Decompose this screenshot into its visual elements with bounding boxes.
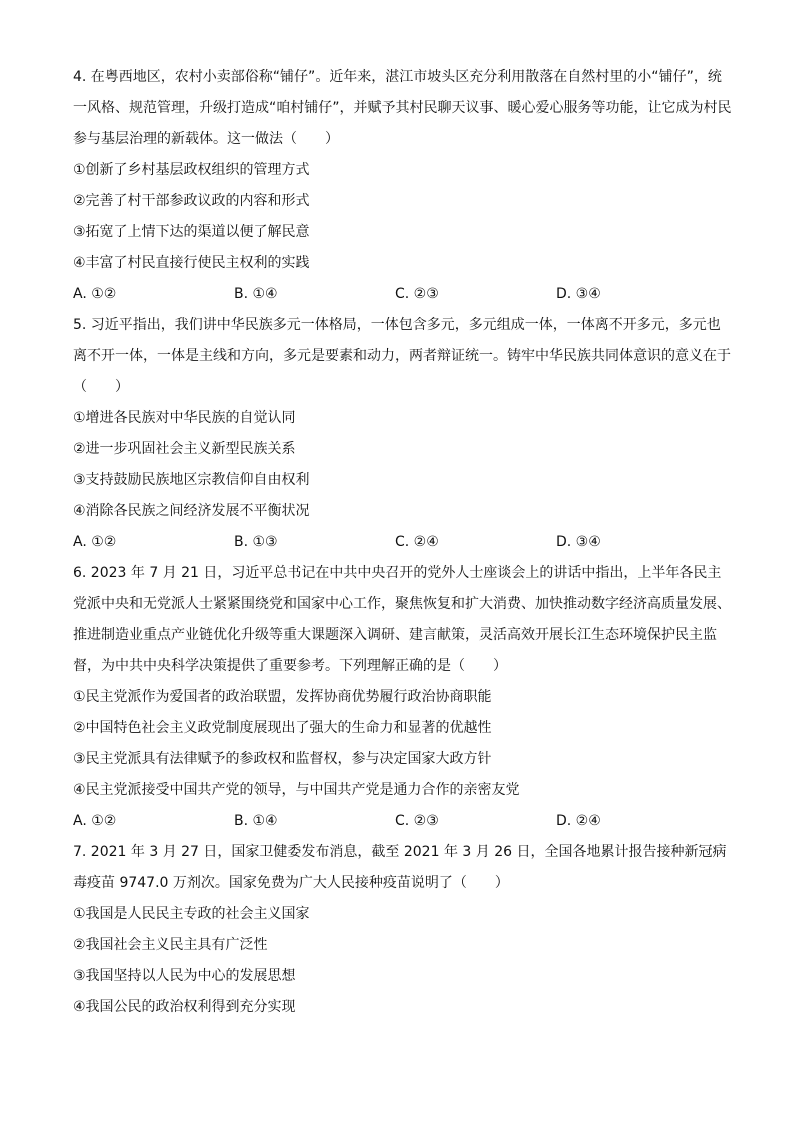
choice-c: C. ②③ (395, 813, 439, 829)
option-statement-4: ④丰富了村民直接行使民主权利的实践 (73, 255, 310, 271)
option-statement-4: ④消除各民族之间经济发展不平衡状况 (73, 503, 310, 519)
option-statement-2: ②进一步巩固社会主义新型民族关系 (73, 441, 296, 457)
option-statement-3: ③我国坚持以人民为中心的发展思想 (73, 968, 296, 984)
answer-choices (73, 806, 733, 837)
choice-c: C. ②③ (395, 286, 439, 302)
choice-d: D. ③④ (556, 534, 601, 550)
option-statement-3: ③支持鼓励民族地区宗教信仰自由权利 (73, 472, 310, 488)
option-statement-4: ④我国公民的政治权利得到充分实现 (73, 999, 296, 1015)
option-statement-1: ①我国是人民民主专政的社会主义国家 (73, 906, 310, 922)
option-statement-1: ①创新了乡村基层政权组织的管理方式 (73, 162, 310, 178)
document-page (73, 62, 733, 1023)
option-statement-2: ②我国社会主义民主具有广泛性 (73, 937, 268, 953)
question-5 (73, 310, 733, 558)
answer-choices (73, 279, 733, 310)
question-stem: 5. 习近平指出，我们讲中华民族多元一体格局，一体包含多元，多元组成一体，一体离不开多元，多元也离不开一体，一体是主线和方向，多元是要素和动力，两者辩证统一。铸牢中华民族共同体意识的意义在于（ ） (73, 317, 731, 395)
choice-a: A. ①② (73, 813, 117, 829)
question-stem: 4. 在粤西地区，农村小卖部俗称“铺仔”。近年来，湛江市坡头区充分利用散落在自然村里的小“铺仔”，统一风格、规范管理，升级打造成“咱村铺仔”，并赋予其村民聊天议事、暖心爱心服务等功能，让它成为村民参与基层治理的新载体。这一做法（ ） (73, 69, 732, 147)
question-7 (73, 837, 733, 1023)
question-stem: 6. 2023 年 7 月 21 日，习近平总书记在中共中央召开的党外人士座谈会上的讲话中指出，上半年各民主党派中央和无党派人士紧紧围绕党和国家中心工作，聚焦恢复和扩大消费、加快推动数字经济高质量发展、推进制造业重点产业链优化升级等重大课题深入调研、建言献策，灵活高效开展长江生态环境保护民主监督，为中共中央科学决策提供了重要参考。下列理解正确的是（ ） (73, 565, 731, 674)
option-statement-1: ①增进各民族对中华民族的自觉认同 (73, 410, 296, 426)
answer-choices (73, 527, 733, 558)
question-4 (73, 62, 733, 310)
option-statement-2: ②中国特色社会主义政党制度展现出了强大的生命力和显著的优越性 (73, 720, 492, 736)
choice-b: B. ①④ (234, 286, 278, 302)
option-statement-3: ③拓宽了上情下达的渠道以便了解民意 (73, 224, 310, 240)
question-stem: 7. 2021 年 3 月 27 日，国家卫健委发布消息，截至 2021 年 3 月 26 日，全国各地累计报告接种新冠病毒疫苗 9747.0 万剂次。国家免费为广大人民接种疫苗说明了（ ） (73, 844, 727, 891)
choice-a: A. ①② (73, 286, 117, 302)
choice-a: A. ①② (73, 534, 117, 550)
choice-b: B. ①④ (234, 813, 278, 829)
option-statement-3: ③民主党派具有法律赋予的参政权和监督权，参与决定国家大政方针 (73, 751, 492, 767)
choice-d: D. ②④ (556, 813, 601, 829)
question-6 (73, 558, 733, 837)
choice-b: B. ①③ (234, 534, 278, 550)
option-statement-1: ①民主党派作为爱国者的政治联盟，发挥协商优势履行政治协商职能 (73, 689, 492, 705)
option-statement-4: ④民主党派接受中国共产党的领导，与中国共产党是通力合作的亲密友党 (73, 782, 520, 798)
choice-c: C. ②④ (395, 534, 439, 550)
choice-d: D. ③④ (556, 286, 601, 302)
option-statement-2: ②完善了村干部参政议政的内容和形式 (73, 193, 310, 209)
